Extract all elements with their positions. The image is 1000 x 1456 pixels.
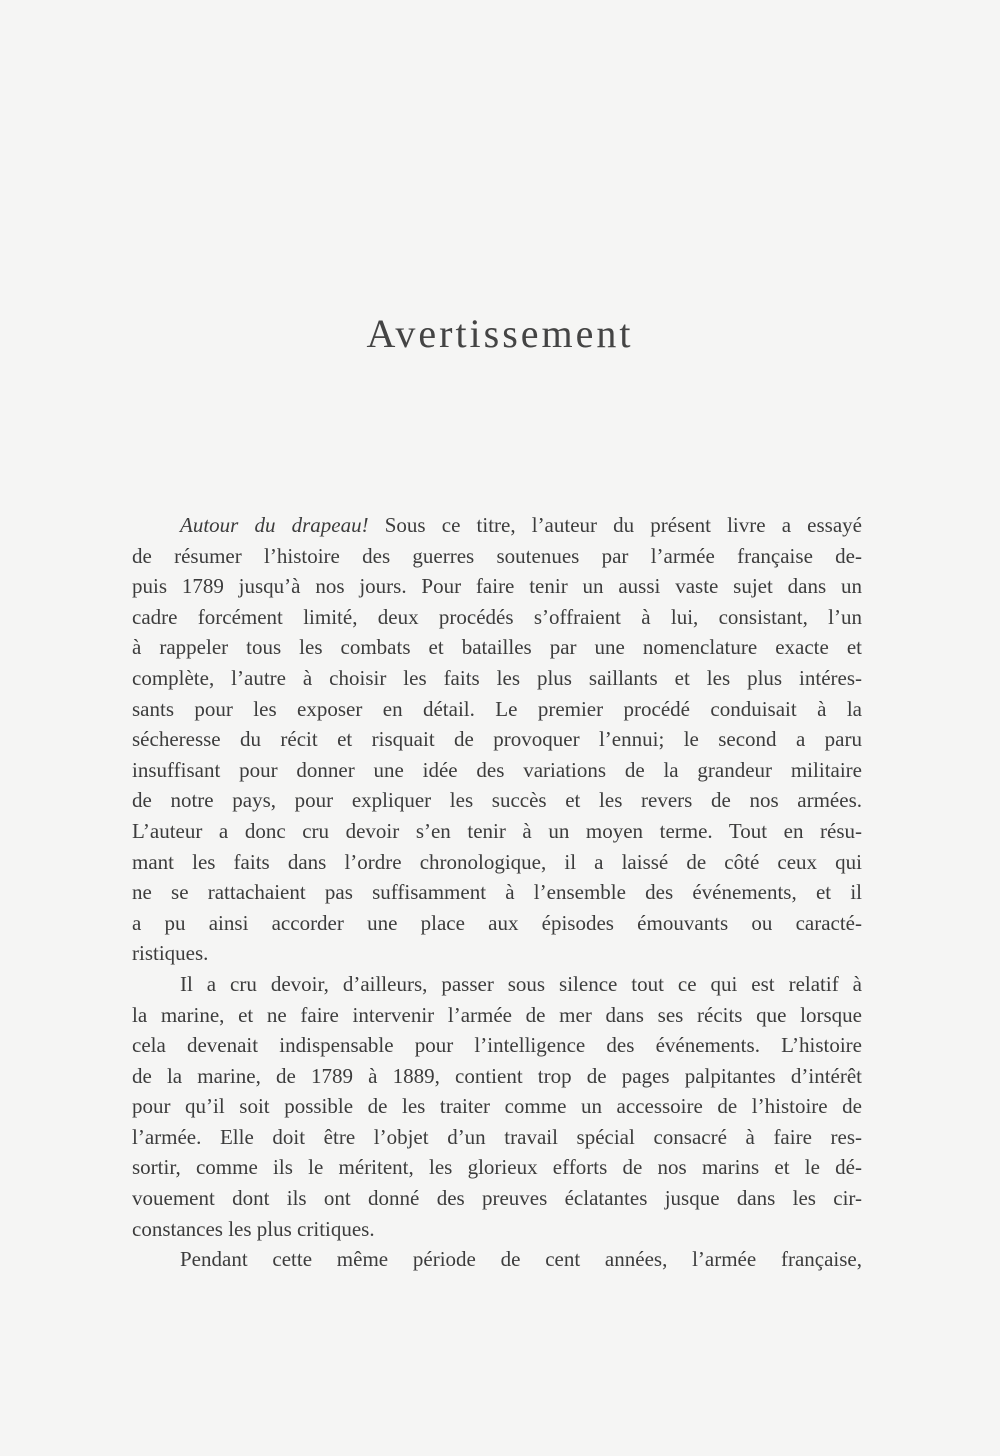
text-line: la marine, et ne faire intervenir l’armée de mer dans ses récits que lorsque bbox=[132, 1002, 862, 1027]
text-line: complète, l’autre à choisir les faits les plus saillants et les plus intéres- bbox=[132, 665, 862, 690]
body-text bbox=[132, 510, 862, 1275]
italic-title: Autour du drapeau! bbox=[180, 513, 369, 537]
text-line: ne se rattachaient pas suffisamment à l’ensemble des événements, et il bbox=[132, 880, 862, 905]
text-line: constances les plus critiques. bbox=[132, 1216, 375, 1241]
text-line: à rappeler tous les combats et batailles par une nomenclature exacte et bbox=[132, 635, 862, 660]
text-line: cela devenait indispensable pour l’intelligence des événements. L’histoire bbox=[132, 1033, 862, 1058]
text-line: cadre forcément limité, deux procédés s’offraient à lui, consistant, l’un bbox=[132, 604, 862, 629]
text-line: l’armée. Elle doit être l’objet d’un travail spécial consacré à faire res- bbox=[132, 1124, 862, 1149]
text-line: Pendant cette même période de cent années, l’armée française, bbox=[180, 1247, 862, 1272]
text-line: sécheresse du récit et risquait de provoquer l’ennui; le second a paru bbox=[132, 727, 862, 752]
text-line: ristiques. bbox=[132, 941, 209, 966]
text-line: vouement dont ils ont donné des preuves éclatantes jusque dans les cir- bbox=[132, 1186, 862, 1211]
text-line: L’auteur a donc cru devoir s’en tenir à un moyen terme. Tout en résu- bbox=[132, 818, 862, 843]
line-text: Sous ce titre, l’auteur du présent livre a essayé bbox=[368, 513, 862, 537]
text-line: sants pour les exposer en détail. Le premier procédé conduisait à la bbox=[132, 696, 862, 721]
text-line: pour qu’il soit possible de les traiter comme un accessoire de l’histoire de bbox=[132, 1094, 862, 1119]
text-line: insuffisant pour donner une idée des variations de la grandeur militaire bbox=[132, 757, 862, 782]
text-line: Il a cru devoir, d’ailleurs, passer sous silence tout ce qui est relatif à bbox=[180, 971, 862, 996]
text-line: de la marine, de 1789 à 1889, contient trop de pages palpitantes d’intérêt bbox=[132, 1063, 862, 1088]
text-line: sortir, comme ils le méritent, les glorieux efforts de nos marins et le dé- bbox=[132, 1155, 862, 1180]
text-line: mant les faits dans l’ordre chronologique, il a laissé de côté ceux qui bbox=[132, 849, 862, 874]
text-line: de notre pays, pour expliquer les succès et les revers de nos armées. bbox=[132, 788, 862, 813]
text-line: puis 1789 jusqu’à nos jours. Pour faire tenir un aussi vaste sujet dans un bbox=[132, 574, 862, 599]
text-line: a pu ainsi accorder une place aux épisodes émouvants ou caracté- bbox=[132, 910, 862, 935]
text-line: de résumer l’histoire des guerres soutenues par l’armée française de- bbox=[132, 543, 862, 568]
text-line bbox=[132, 510, 862, 541]
page-title: Avertissement bbox=[366, 311, 634, 356]
